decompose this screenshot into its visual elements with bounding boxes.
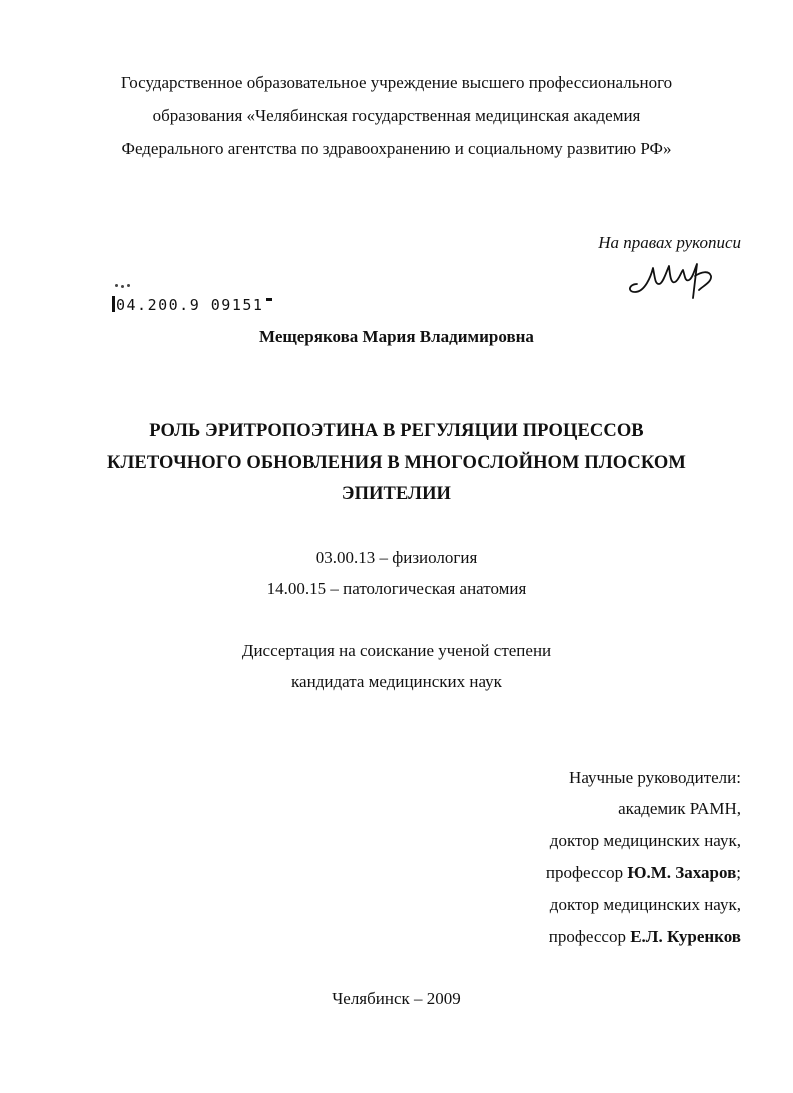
supervisor-1-suffix: ;: [736, 863, 741, 882]
institution-line-2: образования «Челябинская государственная медицинская академия: [152, 106, 641, 125]
signature: [615, 254, 725, 306]
catalog-number-text: 04.200.9 09151: [116, 296, 264, 314]
supervisor-1-title-1: академик РАМН,: [618, 799, 741, 818]
institution-line-3: Федерального агентства по здравоохранению и социальному развитию РФ»: [121, 139, 672, 158]
author-name: Мещерякова Мария Владимировна: [259, 327, 534, 346]
degree-line-2: кандидата медицинских наук: [291, 672, 502, 691]
barcode-bar: [112, 296, 115, 312]
supervisors-heading: Научные руководители:: [569, 768, 741, 787]
supervisor-1: [546, 862, 741, 884]
title-line-3: ЭПИТЕЛИИ: [341, 484, 452, 504]
barcode-tick: [266, 298, 272, 301]
supervisor-2-title: доктор медицинских наук,: [549, 895, 741, 914]
specialty-1: 03.00.13 – физиология: [315, 548, 478, 567]
manuscript-note: На правах рукописи: [598, 233, 741, 252]
specialty-2: 14.00.15 – патологическая анатомия: [266, 579, 527, 598]
supervisor-1-name: Ю.М. Захаров: [627, 863, 737, 882]
title-line-2: КЛЕТОЧНОГО ОБНОВЛЕНИЯ В МНОГОСЛОЙНОМ ПЛОСКОМ: [107, 453, 686, 473]
supervisor-2-prefix: профессор: [548, 927, 631, 946]
supervisor-1-prefix: профессор: [545, 863, 628, 882]
stamp-specks: [113, 284, 131, 288]
institution-line-1: Государственное образовательное учреждение высшего профессионального: [120, 73, 673, 92]
city-year: Челябинск – 2009: [332, 989, 461, 1008]
title-line-1: РОЛЬ ЭРИТРОПОЭТИНА В РЕГУЛЯЦИИ ПРОЦЕССОВ: [149, 421, 644, 441]
supervisor-2-name: Е.Л. Куренков: [630, 927, 741, 946]
degree-line-1: Диссертация на соискание ученой степени: [241, 641, 552, 660]
supervisor-1-title-2: доктор медицинских наук,: [549, 831, 741, 850]
supervisor-2: [549, 926, 741, 948]
catalog-number: [112, 296, 272, 314]
